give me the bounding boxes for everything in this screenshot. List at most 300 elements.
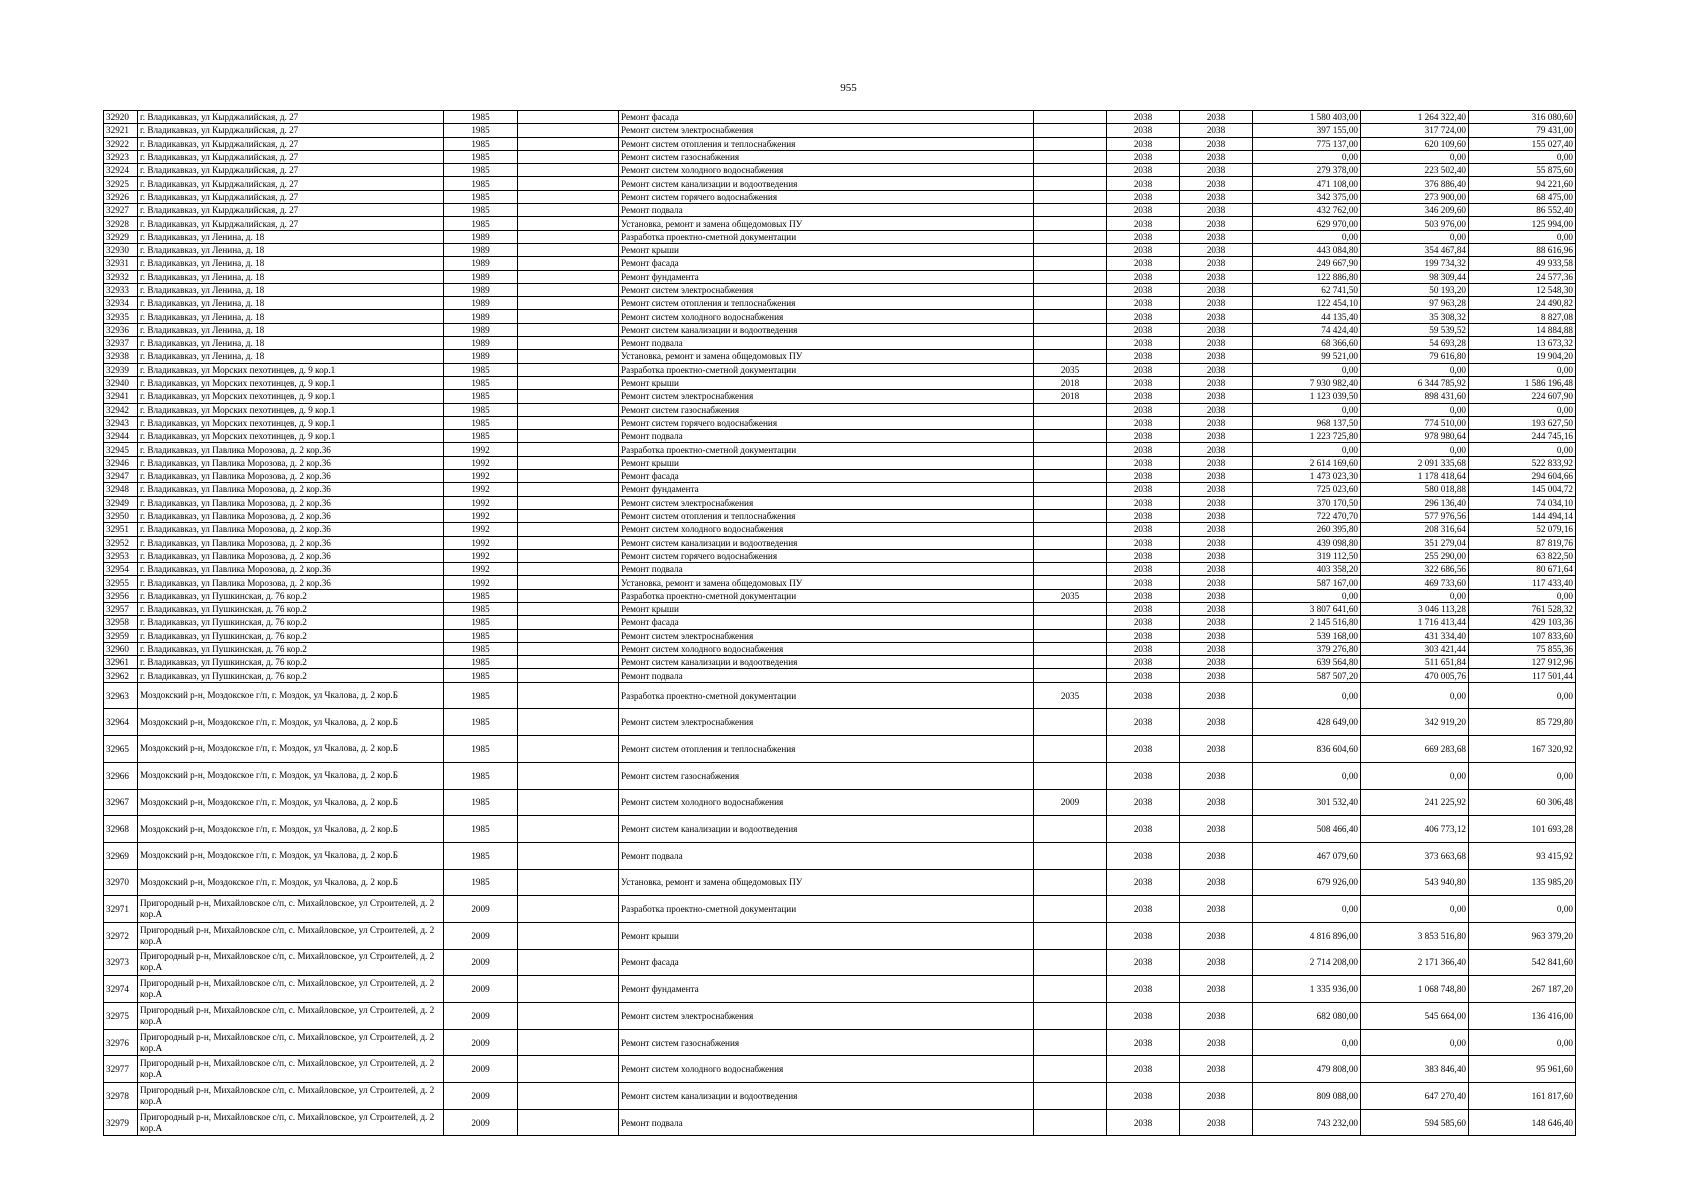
- total-cost-cell: 1 473 023,30: [1253, 470, 1361, 483]
- fund-cost-cell: 577 976,56: [1361, 509, 1469, 522]
- plan-from-cell: 2038: [1107, 762, 1180, 789]
- fund-cost-cell: 0,00: [1361, 896, 1469, 923]
- work-type-cell: Ремонт крыши: [619, 922, 1034, 949]
- year-cell: 1989: [444, 350, 518, 363]
- row-id: 32940: [104, 376, 138, 389]
- address-cell: г. Владикавказ, ул Кырджалийская, д. 27: [138, 217, 444, 230]
- last-repair-year-cell: [1034, 430, 1107, 443]
- year-cell: 1985: [444, 204, 518, 217]
- row-id: 32922: [104, 137, 138, 150]
- year-cell: 1989: [444, 297, 518, 310]
- plan-to-cell: 2038: [1180, 111, 1253, 124]
- year-cell: 1985: [444, 762, 518, 789]
- extra-cell: [518, 549, 619, 562]
- plan-from-cell: 2038: [1107, 217, 1180, 230]
- row-id: 32948: [104, 483, 138, 496]
- plan-to-cell: 2038: [1180, 656, 1253, 669]
- plan-from-cell: 2038: [1107, 310, 1180, 323]
- table-row: [104, 789, 1576, 816]
- last-repair-year-cell: 2035: [1034, 589, 1107, 602]
- plan-to-cell: 2038: [1180, 483, 1253, 496]
- address-cell: г. Владикавказ, ул Ленина, д. 18: [138, 350, 444, 363]
- year-cell: 1992: [444, 549, 518, 562]
- owners-cost-cell: 761 528,32: [1469, 602, 1576, 615]
- year-cell: 1985: [444, 390, 518, 403]
- row-id: 32958: [104, 616, 138, 629]
- table-row: [104, 270, 1576, 283]
- fund-cost-cell: 208 316,64: [1361, 523, 1469, 536]
- total-cost-cell: 74 424,40: [1253, 323, 1361, 336]
- address-cell: Пригородный р-н, Михайловское с/п, с. Михайловское, ул Строителей, д. 2 кор.А: [138, 1003, 444, 1030]
- plan-to-cell: 2038: [1180, 390, 1253, 403]
- work-type-cell: Ремонт систем отопления и теплоснабжения: [619, 509, 1034, 522]
- work-type-cell: Ремонт систем канализации и водоотведения: [619, 816, 1034, 843]
- address-cell: Моздокский р-н, Моздокское г/п, г. Моздок, ул Чкалова, д. 2 кор.Б: [138, 842, 444, 869]
- fund-cost-cell: 511 651,84: [1361, 656, 1469, 669]
- fund-cost-cell: 406 773,12: [1361, 816, 1469, 843]
- plan-to-cell: 2038: [1180, 297, 1253, 310]
- address-cell: Пригородный р-н, Михайловское с/п, с. Михайловское, ул Строителей, д. 2 кор.А: [138, 922, 444, 949]
- work-type-cell: Разработка проектно-сметной документации: [619, 443, 1034, 456]
- last-repair-year-cell: [1034, 190, 1107, 203]
- year-cell: 1985: [444, 669, 518, 682]
- extra-cell: [518, 922, 619, 949]
- address-cell: г. Владикавказ, ул Морских пехотинцев, д. 9 кор.1: [138, 390, 444, 403]
- fund-cost-cell: 199 734,32: [1361, 257, 1469, 270]
- address-cell: г. Владикавказ, ул Ленина, д. 18: [138, 323, 444, 336]
- row-id: 32978: [104, 1083, 138, 1110]
- extra-cell: [518, 124, 619, 137]
- year-cell: 1985: [444, 589, 518, 602]
- fund-cost-cell: 0,00: [1361, 363, 1469, 376]
- plan-to-cell: 2038: [1180, 536, 1253, 549]
- plan-to-cell: 2038: [1180, 602, 1253, 615]
- plan-to-cell: 2038: [1180, 124, 1253, 137]
- address-cell: Моздокский р-н, Моздокское г/п, г. Моздок, ул Чкалова, д. 2 кор.Б: [138, 709, 444, 736]
- fund-cost-cell: 79 616,80: [1361, 350, 1469, 363]
- year-cell: 1985: [444, 869, 518, 896]
- table-row: [104, 323, 1576, 336]
- fund-cost-cell: 0,00: [1361, 1029, 1469, 1056]
- extra-cell: [518, 470, 619, 483]
- work-type-cell: Ремонт фасада: [619, 616, 1034, 629]
- owners-cost-cell: 0,00: [1469, 363, 1576, 376]
- last-repair-year-cell: [1034, 177, 1107, 190]
- plan-to-cell: 2038: [1180, 669, 1253, 682]
- total-cost-cell: 249 667,90: [1253, 257, 1361, 270]
- fund-cost-cell: 351 279,04: [1361, 536, 1469, 549]
- total-cost-cell: 1 580 403,00: [1253, 111, 1361, 124]
- last-repair-year-cell: [1034, 922, 1107, 949]
- year-cell: 1985: [444, 616, 518, 629]
- total-cost-cell: 3 807 641,60: [1253, 602, 1361, 615]
- plan-to-cell: 2038: [1180, 456, 1253, 469]
- table-row: [104, 470, 1576, 483]
- last-repair-year-cell: [1034, 869, 1107, 896]
- plan-from-cell: 2038: [1107, 629, 1180, 642]
- plan-from-cell: 2038: [1107, 230, 1180, 243]
- row-id: 32924: [104, 164, 138, 177]
- owners-cost-cell: 0,00: [1469, 443, 1576, 456]
- fund-cost-cell: 545 664,00: [1361, 1003, 1469, 1030]
- last-repair-year-cell: [1034, 496, 1107, 509]
- address-cell: г. Владикавказ, ул Павлика Морозова, д. 2 кор.36: [138, 443, 444, 456]
- plan-to-cell: 2038: [1180, 416, 1253, 429]
- plan-to-cell: 2038: [1180, 709, 1253, 736]
- plan-to-cell: 2038: [1180, 310, 1253, 323]
- row-id: 32920: [104, 111, 138, 124]
- last-repair-year-cell: [1034, 1056, 1107, 1083]
- plan-to-cell: 2038: [1180, 523, 1253, 536]
- table-row: [104, 390, 1576, 403]
- table-row: [104, 922, 1576, 949]
- address-cell: г. Владикавказ, ул Кырджалийская, д. 27: [138, 164, 444, 177]
- plan-to-cell: 2038: [1180, 283, 1253, 296]
- fund-cost-cell: 1 178 418,64: [1361, 470, 1469, 483]
- table-row: [104, 642, 1576, 655]
- extra-cell: [518, 842, 619, 869]
- extra-cell: [518, 270, 619, 283]
- row-id: 32957: [104, 602, 138, 615]
- work-type-cell: Ремонт фундамента: [619, 483, 1034, 496]
- plan-from-cell: 2038: [1107, 243, 1180, 256]
- total-cost-cell: 725 023,60: [1253, 483, 1361, 496]
- work-type-cell: Ремонт фасада: [619, 257, 1034, 270]
- row-id: 32972: [104, 922, 138, 949]
- extra-cell: [518, 576, 619, 589]
- work-type-cell: Ремонт подвала: [619, 669, 1034, 682]
- year-cell: 1992: [444, 443, 518, 456]
- address-cell: г. Владикавказ, ул Пушкинская, д. 76 кор.2: [138, 642, 444, 655]
- address-cell: Пригородный р-н, Михайловское с/п, с. Михайловское, ул Строителей, д. 2 кор.А: [138, 896, 444, 923]
- table-row: [104, 177, 1576, 190]
- table-row: [104, 1109, 1576, 1136]
- total-cost-cell: 260 395,80: [1253, 523, 1361, 536]
- plan-from-cell: 2038: [1107, 869, 1180, 896]
- table-row: [104, 430, 1576, 443]
- fund-cost-cell: 241 225,92: [1361, 789, 1469, 816]
- page-number: 955: [840, 82, 857, 94]
- extra-cell: [518, 656, 619, 669]
- work-type-cell: Ремонт подвала: [619, 430, 1034, 443]
- extra-cell: [518, 204, 619, 217]
- address-cell: г. Владикавказ, ул Пушкинская, д. 76 кор.2: [138, 629, 444, 642]
- extra-cell: [518, 642, 619, 655]
- address-cell: г. Владикавказ, ул Павлика Морозова, д. 2 кор.36: [138, 496, 444, 509]
- fund-cost-cell: 503 976,00: [1361, 217, 1469, 230]
- fund-cost-cell: 580 018,88: [1361, 483, 1469, 496]
- extra-cell: [518, 1083, 619, 1110]
- fund-cost-cell: 620 109,60: [1361, 137, 1469, 150]
- plan-to-cell: 2038: [1180, 922, 1253, 949]
- fund-cost-cell: 354 467,84: [1361, 243, 1469, 256]
- year-cell: 2009: [444, 976, 518, 1003]
- total-cost-cell: 342 375,00: [1253, 190, 1361, 203]
- year-cell: 1985: [444, 682, 518, 709]
- year-cell: 2009: [444, 1003, 518, 1030]
- last-repair-year-cell: [1034, 642, 1107, 655]
- row-id: 32965: [104, 736, 138, 763]
- row-id: 32979: [104, 1109, 138, 1136]
- plan-to-cell: 2038: [1180, 1029, 1253, 1056]
- row-id: 32975: [104, 1003, 138, 1030]
- table-row: [104, 310, 1576, 323]
- extra-cell: [518, 376, 619, 389]
- owners-cost-cell: 12 548,30: [1469, 283, 1576, 296]
- owners-cost-cell: 0,00: [1469, 150, 1576, 163]
- owners-cost-cell: 1 586 196,48: [1469, 376, 1576, 389]
- extra-cell: [518, 1003, 619, 1030]
- address-cell: г. Владикавказ, ул Кырджалийская, д. 27: [138, 190, 444, 203]
- plan-to-cell: 2038: [1180, 177, 1253, 190]
- table-row: [104, 283, 1576, 296]
- owners-cost-cell: 0,00: [1469, 896, 1576, 923]
- year-cell: 1985: [444, 642, 518, 655]
- work-type-cell: Разработка проектно-сметной документации: [619, 363, 1034, 376]
- address-cell: Моздокский р-н, Моздокское г/п, г. Моздок, ул Чкалова, д. 2 кор.Б: [138, 682, 444, 709]
- last-repair-year-cell: [1034, 536, 1107, 549]
- last-repair-year-cell: [1034, 896, 1107, 923]
- work-type-cell: Ремонт подвала: [619, 1109, 1034, 1136]
- last-repair-year-cell: 2035: [1034, 363, 1107, 376]
- work-type-cell: Ремонт систем отопления и теплоснабжения: [619, 137, 1034, 150]
- address-cell: г. Владикавказ, ул Ленина, д. 18: [138, 297, 444, 310]
- extra-cell: [518, 896, 619, 923]
- plan-from-cell: 2038: [1107, 111, 1180, 124]
- owners-cost-cell: 148 646,40: [1469, 1109, 1576, 1136]
- row-id: 32930: [104, 243, 138, 256]
- year-cell: 1985: [444, 602, 518, 615]
- year-cell: 1992: [444, 509, 518, 522]
- row-id: 32971: [104, 896, 138, 923]
- table-row: [104, 509, 1576, 522]
- plan-to-cell: 2038: [1180, 1003, 1253, 1030]
- row-id: 32925: [104, 177, 138, 190]
- plan-to-cell: 2038: [1180, 1109, 1253, 1136]
- extra-cell: [518, 816, 619, 843]
- last-repair-year-cell: [1034, 243, 1107, 256]
- table-row: [104, 816, 1576, 843]
- row-id: 32967: [104, 789, 138, 816]
- extra-cell: [518, 443, 619, 456]
- owners-cost-cell: 193 627,50: [1469, 416, 1576, 429]
- work-type-cell: Ремонт систем электроснабжения: [619, 390, 1034, 403]
- last-repair-year-cell: [1034, 509, 1107, 522]
- work-type-cell: Ремонт систем электроснабжения: [619, 629, 1034, 642]
- total-cost-cell: 4 816 896,00: [1253, 922, 1361, 949]
- work-type-cell: Ремонт систем газоснабжения: [619, 150, 1034, 163]
- row-id: 32963: [104, 682, 138, 709]
- plan-to-cell: 2038: [1180, 736, 1253, 763]
- extra-cell: [518, 403, 619, 416]
- plan-to-cell: 2038: [1180, 1056, 1253, 1083]
- plan-from-cell: 2038: [1107, 896, 1180, 923]
- table-row: [104, 669, 1576, 682]
- row-id: 32923: [104, 150, 138, 163]
- table-row: [104, 124, 1576, 137]
- year-cell: 2009: [444, 1056, 518, 1083]
- owners-cost-cell: 0,00: [1469, 762, 1576, 789]
- last-repair-year-cell: [1034, 576, 1107, 589]
- owners-cost-cell: 0,00: [1469, 682, 1576, 709]
- work-type-cell: Ремонт систем холодного водоснабжения: [619, 310, 1034, 323]
- owners-cost-cell: 49 933,58: [1469, 257, 1576, 270]
- year-cell: 1989: [444, 337, 518, 350]
- plan-from-cell: 2038: [1107, 1109, 1180, 1136]
- extra-cell: [518, 682, 619, 709]
- plan-from-cell: 2038: [1107, 576, 1180, 589]
- owners-cost-cell: 542 841,60: [1469, 949, 1576, 976]
- plan-from-cell: 2038: [1107, 283, 1180, 296]
- plan-from-cell: 2038: [1107, 509, 1180, 522]
- total-cost-cell: 403 358,20: [1253, 563, 1361, 576]
- last-repair-year-cell: 2018: [1034, 376, 1107, 389]
- fund-cost-cell: 647 270,40: [1361, 1083, 1469, 1110]
- work-type-cell: Ремонт систем канализации и водоотведения: [619, 1083, 1034, 1110]
- table-row: [104, 243, 1576, 256]
- plan-from-cell: 2038: [1107, 177, 1180, 190]
- plan-to-cell: 2038: [1180, 443, 1253, 456]
- table-row: [104, 496, 1576, 509]
- row-id: 32935: [104, 310, 138, 323]
- last-repair-year-cell: [1034, 1029, 1107, 1056]
- last-repair-year-cell: [1034, 483, 1107, 496]
- table-row: [104, 629, 1576, 642]
- extra-cell: [518, 1029, 619, 1056]
- table-row: [104, 376, 1576, 389]
- plan-from-cell: 2038: [1107, 483, 1180, 496]
- row-id: 32976: [104, 1029, 138, 1056]
- extra-cell: [518, 243, 619, 256]
- work-type-cell: Ремонт систем канализации и водоотведения: [619, 323, 1034, 336]
- row-id: 32968: [104, 816, 138, 843]
- plan-from-cell: 2038: [1107, 682, 1180, 709]
- last-repair-year-cell: 2018: [1034, 390, 1107, 403]
- year-cell: 2009: [444, 949, 518, 976]
- work-type-cell: Ремонт систем электроснабжения: [619, 496, 1034, 509]
- owners-cost-cell: 63 822,50: [1469, 549, 1576, 562]
- work-type-cell: Ремонт фасада: [619, 470, 1034, 483]
- fund-cost-cell: 0,00: [1361, 443, 1469, 456]
- plan-from-cell: 2038: [1107, 976, 1180, 1003]
- total-cost-cell: 539 168,00: [1253, 629, 1361, 642]
- last-repair-year-cell: [1034, 976, 1107, 1003]
- plan-to-cell: 2038: [1180, 350, 1253, 363]
- work-type-cell: Ремонт систем электроснабжения: [619, 1003, 1034, 1030]
- plan-from-cell: 2038: [1107, 563, 1180, 576]
- fund-cost-cell: 273 900,00: [1361, 190, 1469, 203]
- total-cost-cell: 122 886,80: [1253, 270, 1361, 283]
- work-type-cell: Ремонт систем горячего водоснабжения: [619, 549, 1034, 562]
- extra-cell: [518, 589, 619, 602]
- row-id: 32945: [104, 443, 138, 456]
- total-cost-cell: 587 167,00: [1253, 576, 1361, 589]
- extra-cell: [518, 669, 619, 682]
- owners-cost-cell: 101 693,28: [1469, 816, 1576, 843]
- year-cell: 2009: [444, 1109, 518, 1136]
- year-cell: 1985: [444, 430, 518, 443]
- total-cost-cell: 0,00: [1253, 896, 1361, 923]
- plan-to-cell: 2038: [1180, 150, 1253, 163]
- plan-to-cell: 2038: [1180, 257, 1253, 270]
- extra-cell: [518, 390, 619, 403]
- fund-cost-cell: 898 431,60: [1361, 390, 1469, 403]
- address-cell: г. Владикавказ, ул Морских пехотинцев, д. 9 кор.1: [138, 376, 444, 389]
- row-id: 32969: [104, 842, 138, 869]
- owners-cost-cell: 136 416,00: [1469, 1003, 1576, 1030]
- work-type-cell: Ремонт систем электроснабжения: [619, 709, 1034, 736]
- owners-cost-cell: 167 320,92: [1469, 736, 1576, 763]
- total-cost-cell: 68 366,60: [1253, 337, 1361, 350]
- table-row: [104, 656, 1576, 669]
- owners-cost-cell: 8 827,08: [1469, 310, 1576, 323]
- work-type-cell: Установка, ремонт и замена общедомовых ПУ: [619, 350, 1034, 363]
- table-row: [104, 589, 1576, 602]
- total-cost-cell: 836 604,60: [1253, 736, 1361, 763]
- fund-cost-cell: 669 283,68: [1361, 736, 1469, 763]
- owners-cost-cell: 316 080,60: [1469, 111, 1576, 124]
- fund-cost-cell: 35 308,32: [1361, 310, 1469, 323]
- table-row: [104, 1003, 1576, 1030]
- work-type-cell: Ремонт систем холодного водоснабжения: [619, 164, 1034, 177]
- row-id: 32953: [104, 549, 138, 562]
- plan-from-cell: 2038: [1107, 137, 1180, 150]
- plan-to-cell: 2038: [1180, 137, 1253, 150]
- owners-cost-cell: 55 875,60: [1469, 164, 1576, 177]
- total-cost-cell: 479 808,00: [1253, 1056, 1361, 1083]
- fund-cost-cell: 1 716 413,44: [1361, 616, 1469, 629]
- owners-cost-cell: 88 616,96: [1469, 243, 1576, 256]
- plan-to-cell: 2038: [1180, 430, 1253, 443]
- total-cost-cell: 0,00: [1253, 403, 1361, 416]
- address-cell: г. Владикавказ, ул Ленина, д. 18: [138, 257, 444, 270]
- last-repair-year-cell: 2035: [1034, 682, 1107, 709]
- total-cost-cell: 44 135,40: [1253, 310, 1361, 323]
- work-type-cell: Разработка проектно-сметной документации: [619, 682, 1034, 709]
- plan-to-cell: 2038: [1180, 629, 1253, 642]
- owners-cost-cell: 60 306,48: [1469, 789, 1576, 816]
- address-cell: Пригородный р-н, Михайловское с/п, с. Михайловское, ул Строителей, д. 2 кор.А: [138, 1109, 444, 1136]
- table-row: [104, 1083, 1576, 1110]
- table-row: [104, 762, 1576, 789]
- total-cost-cell: 7 930 982,40: [1253, 376, 1361, 389]
- total-cost-cell: 370 170,50: [1253, 496, 1361, 509]
- plan-from-cell: 2038: [1107, 789, 1180, 816]
- total-cost-cell: 397 155,00: [1253, 124, 1361, 137]
- year-cell: 1989: [444, 323, 518, 336]
- plan-to-cell: 2038: [1180, 270, 1253, 283]
- owners-cost-cell: 161 817,60: [1469, 1083, 1576, 1110]
- year-cell: 1985: [444, 816, 518, 843]
- plan-from-cell: 2038: [1107, 602, 1180, 615]
- last-repair-year-cell: [1034, 111, 1107, 124]
- fund-cost-cell: 50 193,20: [1361, 283, 1469, 296]
- plan-from-cell: 2038: [1107, 257, 1180, 270]
- owners-cost-cell: 117 433,40: [1469, 576, 1576, 589]
- row-id: 32973: [104, 949, 138, 976]
- last-repair-year-cell: [1034, 736, 1107, 763]
- total-cost-cell: 1 335 936,00: [1253, 976, 1361, 1003]
- owners-cost-cell: 24 490,82: [1469, 297, 1576, 310]
- year-cell: 1985: [444, 137, 518, 150]
- address-cell: Пригородный р-н, Михайловское с/п, с. Михайловское, ул Строителей, д. 2 кор.А: [138, 1029, 444, 1056]
- total-cost-cell: 508 466,40: [1253, 816, 1361, 843]
- fund-cost-cell: 0,00: [1361, 150, 1469, 163]
- extra-cell: [518, 709, 619, 736]
- work-type-cell: Ремонт систем отопления и теплоснабжения: [619, 736, 1034, 763]
- work-type-cell: Разработка проектно-сметной документации: [619, 230, 1034, 243]
- row-id: 32942: [104, 403, 138, 416]
